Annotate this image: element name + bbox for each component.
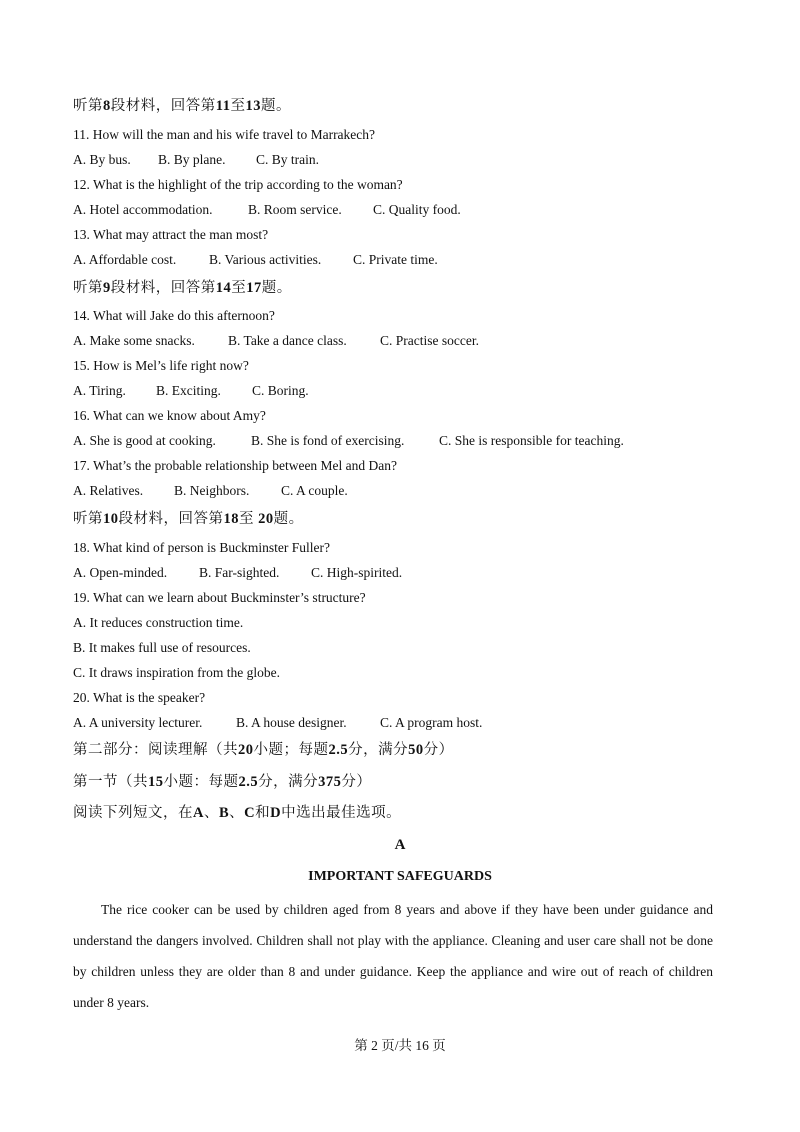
option-a[interactable]: A. Relatives. [73,483,144,498]
section-1-heading: 第一节（共15小题：每题2.5分，满分375分） [73,774,372,790]
option-b[interactable]: B. She is fond of exercising. [251,433,405,448]
section-10-heading: 听第10段材料，回答第18至 20题。 [73,511,304,527]
question-11-options [73,151,319,169]
option-a[interactable]: A. Tiring. [73,383,126,398]
question-17: 17. What’s the probable relationship between Mel and Dan? [73,458,398,473]
passage-title: IMPORTANT SAFEGUARDS [308,869,492,884]
option-b[interactable]: B. It makes full use of resources. [73,640,251,655]
section-9-heading: 听第9段材料，回答第14至17题。 [73,280,292,296]
option-c[interactable]: C. It draws inspiration from the globe. [73,665,280,680]
question-19: 19. What can we learn about Buckminster’s structure? [73,590,366,605]
question-15: 15. How is Mel’s life right now? [73,358,249,373]
section-8-heading: 听第8段材料，回答第11至13题。 [73,98,291,114]
reading-instructions: 阅读下列短文，在A、B、C和D中选出最佳选项。 [73,805,402,821]
question-12-options [73,201,461,219]
question-17-options [73,482,348,500]
option-c[interactable]: C. Practise soccer. [380,333,479,348]
option-a[interactable]: A. Make some snacks. [73,333,195,348]
option-b[interactable]: B. Far-sighted. [199,565,280,580]
question-13-options [73,251,438,269]
option-c[interactable]: C. She is responsible for teaching. [439,433,624,448]
option-b[interactable]: B. By plane. [158,152,226,167]
option-c[interactable]: C. Boring. [252,383,309,398]
option-b[interactable]: B. Take a dance class. [228,333,347,348]
option-a[interactable]: A. She is good at cooking. [73,433,216,448]
question-20: 20. What is the speaker? [73,690,206,705]
option-c[interactable]: C. By train. [256,152,319,167]
page-number: 第 2 页/共 16 页 [354,1038,446,1053]
option-b[interactable]: B. Various activities. [209,252,322,267]
option-b[interactable]: B. Exciting. [156,383,221,398]
option-c[interactable]: C. High-spirited. [311,565,403,580]
option-a[interactable]: A. Affordable cost. [73,252,177,267]
option-b[interactable]: B. A house designer. [236,715,347,730]
question-13: 13. What may attract the man most? [73,227,269,242]
question-11: 11. How will the man and his wife travel to Marrakech? [73,127,376,142]
question-12: 12. What is the highlight of the trip according to the woman? [73,177,403,192]
question-20-options [73,714,482,732]
question-16: 16. What can we know about Amy? [73,408,266,423]
question-14-options [73,332,479,350]
option-b[interactable]: B. Neighbors. [174,483,250,498]
option-c[interactable]: C. A couple. [281,483,348,498]
question-18: 18. What kind of person is Buckminster Fuller? [73,540,330,555]
option-a[interactable]: A. Open-minded. [73,565,168,580]
option-b[interactable]: B. Room service. [248,202,342,217]
option-c[interactable]: C. Quality food. [373,202,461,217]
option-c[interactable]: C. A program host. [380,715,483,730]
part-2-heading: 第二部分：阅读理解（共20小题；每题2.5分，满分50分） [73,742,454,758]
question-18-options [73,564,402,582]
option-a[interactable]: A. Hotel accommodation. [73,202,213,217]
passage-body: The rice cooker can be used by children aged from 8 years and above if they have been under guidance and understand the dangers involved. Children shall not play with the appliance. Cleaning and user care shall not be done by children unless they are older than 8 and under guidance. Keep the appliance and wire out of reach of children under 8 years. [73,902,713,1010]
passage-letter: A [394,837,406,853]
option-a[interactable]: A. It reduces construction time. [73,615,244,630]
option-c[interactable]: C. Private time. [353,252,438,267]
question-15-options [73,382,309,400]
question-16-options [73,432,624,450]
option-a[interactable]: A. A university lecturer. [73,715,203,730]
option-a[interactable]: A. By bus. [73,152,131,167]
question-14: 14. What will Jake do this afternoon? [73,308,275,323]
